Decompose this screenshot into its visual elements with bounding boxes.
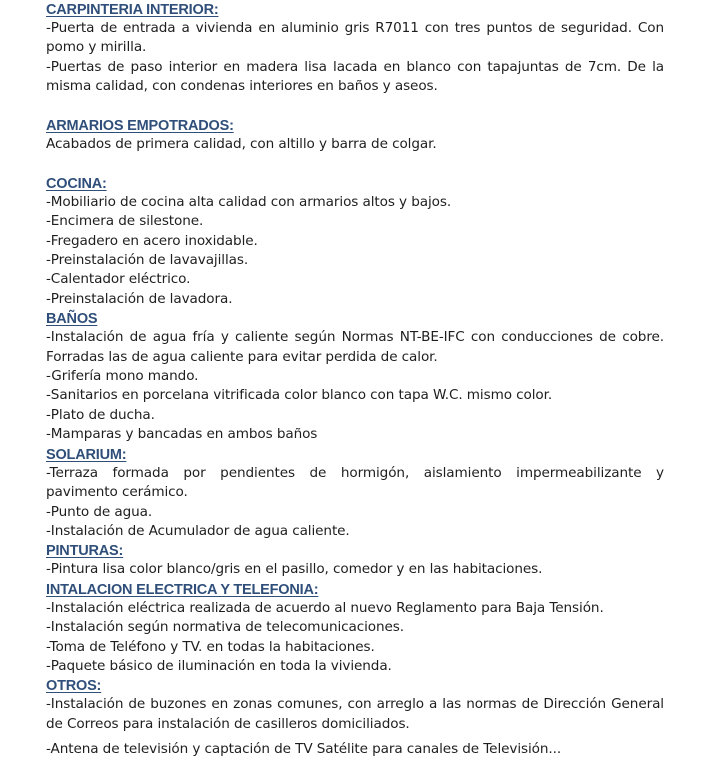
text-line: -Mobiliario de cocina alta calidad con armarios altos y bajos.: [46, 193, 452, 210]
text-line: -Instalación de Acumulador de agua caliente.: [46, 522, 350, 539]
text-line: -Paquete básico de iluminación en toda la vivienda.: [46, 657, 392, 674]
text-line: Acabados de primera calidad, con altillo y barra de colgar.: [46, 136, 437, 153]
section-cocina: [46, 174, 664, 309]
text-line: -Grifería mono mando.: [46, 368, 199, 385]
section-heading: COCINA:: [46, 175, 107, 192]
text-line: -Encimera de silestone.: [46, 213, 204, 230]
text-line: -Instalación eléctrica realizada de acuerdo al nuevo Reglamento para Baja Tensión.: [46, 599, 604, 616]
text-line: -Fregadero en acero inoxidable.: [46, 232, 258, 249]
spacer: [46, 154, 664, 173]
section-electrica: [46, 580, 664, 677]
text-line: -Instalación según normativa de telecomunicaciones.: [46, 619, 405, 636]
section-pinturas: [46, 541, 664, 579]
document-page: [46, 0, 664, 758]
text-line: -Toma de Teléfono y TV. en todas la habitaciones.: [46, 638, 375, 655]
text-line: -Terraza formada por pendientes de hormigón, aislamiento impermeabilizante y: [46, 464, 664, 481]
text-line: -Pintura lisa color blanco/gris en el pasillo, comedor y en las habitaciones.: [46, 561, 543, 578]
text-line: -Instalación de agua fría y caliente según Normas NT-BE-IFC con conducciones de cobre.: [46, 329, 664, 346]
section-heading: INTALACION ELECTRICA Y TELEFONIA:: [46, 581, 319, 598]
text-line: -Punto de agua.: [46, 503, 153, 520]
text-line: -Preinstalación de lavadora.: [46, 290, 233, 307]
section-heading: OTROS:: [46, 678, 102, 695]
clipped-line-wrapper: [46, 740, 664, 758]
section-heading: CARPINTERIA INTERIOR:: [46, 2, 219, 18]
text-line: -Preinstalación de lavavajillas.: [46, 252, 249, 269]
text-line: pomo y mirilla.: [46, 39, 147, 56]
text-line: -Puerta de entrada a vivienda en aluminio gris R7011 con tres puntos de seguridad. Con: [46, 20, 664, 36]
section-solarium: [46, 445, 664, 542]
text-line: -Antena de televisión y captación de TV Satélite para canales de Televisión...: [46, 741, 562, 758]
text-line: -Puertas de paso interior en madera lisa lacada en blanco con tapajuntas de 7cm. De la: [46, 58, 664, 75]
text-line: -Plato de ducha.: [46, 406, 155, 423]
text-line: de Correos para instalación de casilleros domiciliados.: [46, 715, 410, 732]
text-line: Forradas las de agua caliente para evitar perdida de calor.: [46, 348, 438, 365]
text-line: -Instalación de buzones en zonas comunes, con arreglo a las normas de Dirección General: [46, 696, 664, 713]
section-otros: [46, 676, 664, 758]
section-heading: PINTURAS:: [46, 543, 124, 560]
text-line: pavimento cerámico.: [46, 484, 188, 501]
text-line: misma calidad, con condenas interiores en baños y aseos.: [46, 78, 438, 95]
spacer: [46, 97, 664, 116]
section-heading: SOLARIUM:: [46, 446, 127, 463]
section-carpinteria: [46, 0, 664, 97]
section-heading: ARMARIOS EMPOTRADOS:: [46, 118, 234, 135]
text-line: -Mamparas y bancadas en ambos baños: [46, 426, 318, 443]
text-line: -Calentador eléctrico.: [46, 271, 191, 288]
text-line: -Sanitarios en porcelana vitrificada color blanco con tapa W.C. mismo color.: [46, 387, 553, 404]
section-banos: [46, 309, 664, 444]
section-armarios: [46, 116, 664, 154]
section-heading: BAÑOS: [46, 311, 98, 328]
